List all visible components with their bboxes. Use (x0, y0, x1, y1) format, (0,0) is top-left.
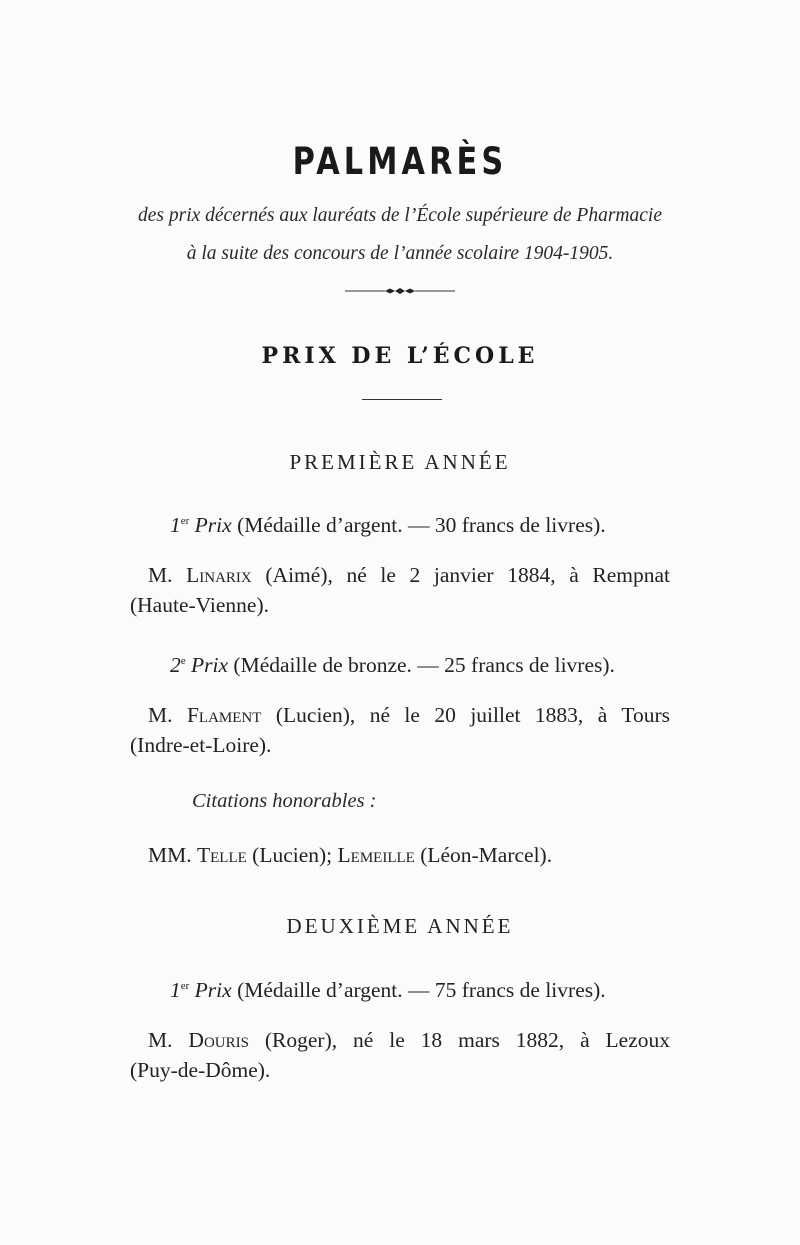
winner-info: (Roger), né le 18 mars 1882, à Lezoux (264, 1028, 671, 1052)
winner-info: (Lucien), né le 20 juillet 1883, à Tours (275, 703, 671, 727)
citation-name-2: Lemeille (337, 843, 415, 867)
prize-details: (Médaille d’argent. — 30 francs de livres). (237, 513, 606, 537)
section-rule (362, 399, 442, 400)
winner-name: Linarix (186, 563, 252, 587)
citation-first-1: (Lucien); (252, 843, 333, 867)
prize-rank-sup: e (180, 654, 186, 667)
prize-line-1 (170, 513, 710, 538)
winner-prefix: M. (148, 703, 173, 727)
prize-rank: 1 (170, 978, 181, 1002)
prize-word: Prix (194, 978, 232, 1002)
winner-info: (Aimé), né le 2 janvier 1884, à Rempnat (265, 563, 670, 587)
winner-name: Flament (186, 703, 262, 727)
winner-line-2 (148, 703, 670, 728)
prize-rank-sup: er (180, 979, 190, 992)
prize-word: Prix (191, 653, 229, 677)
winner-line-1 (148, 563, 670, 588)
subtitle-line-2: à la suite des concours de l’année scolaire 1904-1905. (186, 243, 614, 264)
citations-prefix: MM. (148, 843, 192, 867)
prize-rank: 2 (170, 653, 181, 677)
winner-line-3-cont: (Puy-de-Dôme). (130, 1058, 271, 1082)
winner-prefix: M. (148, 563, 173, 587)
prize-rank: 1 (170, 513, 181, 537)
prize-line-3 (170, 978, 710, 1003)
prize-details: (Médaille d’argent. — 75 francs de livres). (237, 978, 606, 1002)
prize-line-2 (170, 653, 710, 678)
prize-details: (Médaille de bronze. — 25 francs de livres). (233, 653, 615, 677)
page-title: PALMARÈS (292, 140, 508, 183)
citation-name-1: Telle (196, 843, 247, 867)
winner-name: Douris (188, 1028, 249, 1052)
citations-label: Citations honorables : (192, 790, 377, 812)
subtitle-line-1: des prix décernés aux lauréats de l’École supérieure de Pharmacie (138, 205, 662, 226)
prize-rank-sup: er (180, 514, 190, 527)
winner-prefix: M. (148, 1028, 173, 1052)
citation-first-2: (Léon-Marcel). (420, 843, 553, 867)
year-heading-deuxieme: DEUXIÈME ANNÉE (286, 914, 514, 938)
section-title: PRIX DE L’ÉCOLE (261, 343, 539, 369)
winner-line-3 (148, 1028, 670, 1053)
winner-line-1-cont: (Haute-Vienne). (130, 593, 269, 617)
ornament-divider (340, 286, 460, 296)
prize-word: Prix (194, 513, 232, 537)
winner-line-2-cont: (Indre-et-Loire). (130, 733, 272, 757)
year-heading-premiere: PREMIÈRE ANNÉE (289, 450, 511, 474)
citations-line (148, 843, 688, 868)
